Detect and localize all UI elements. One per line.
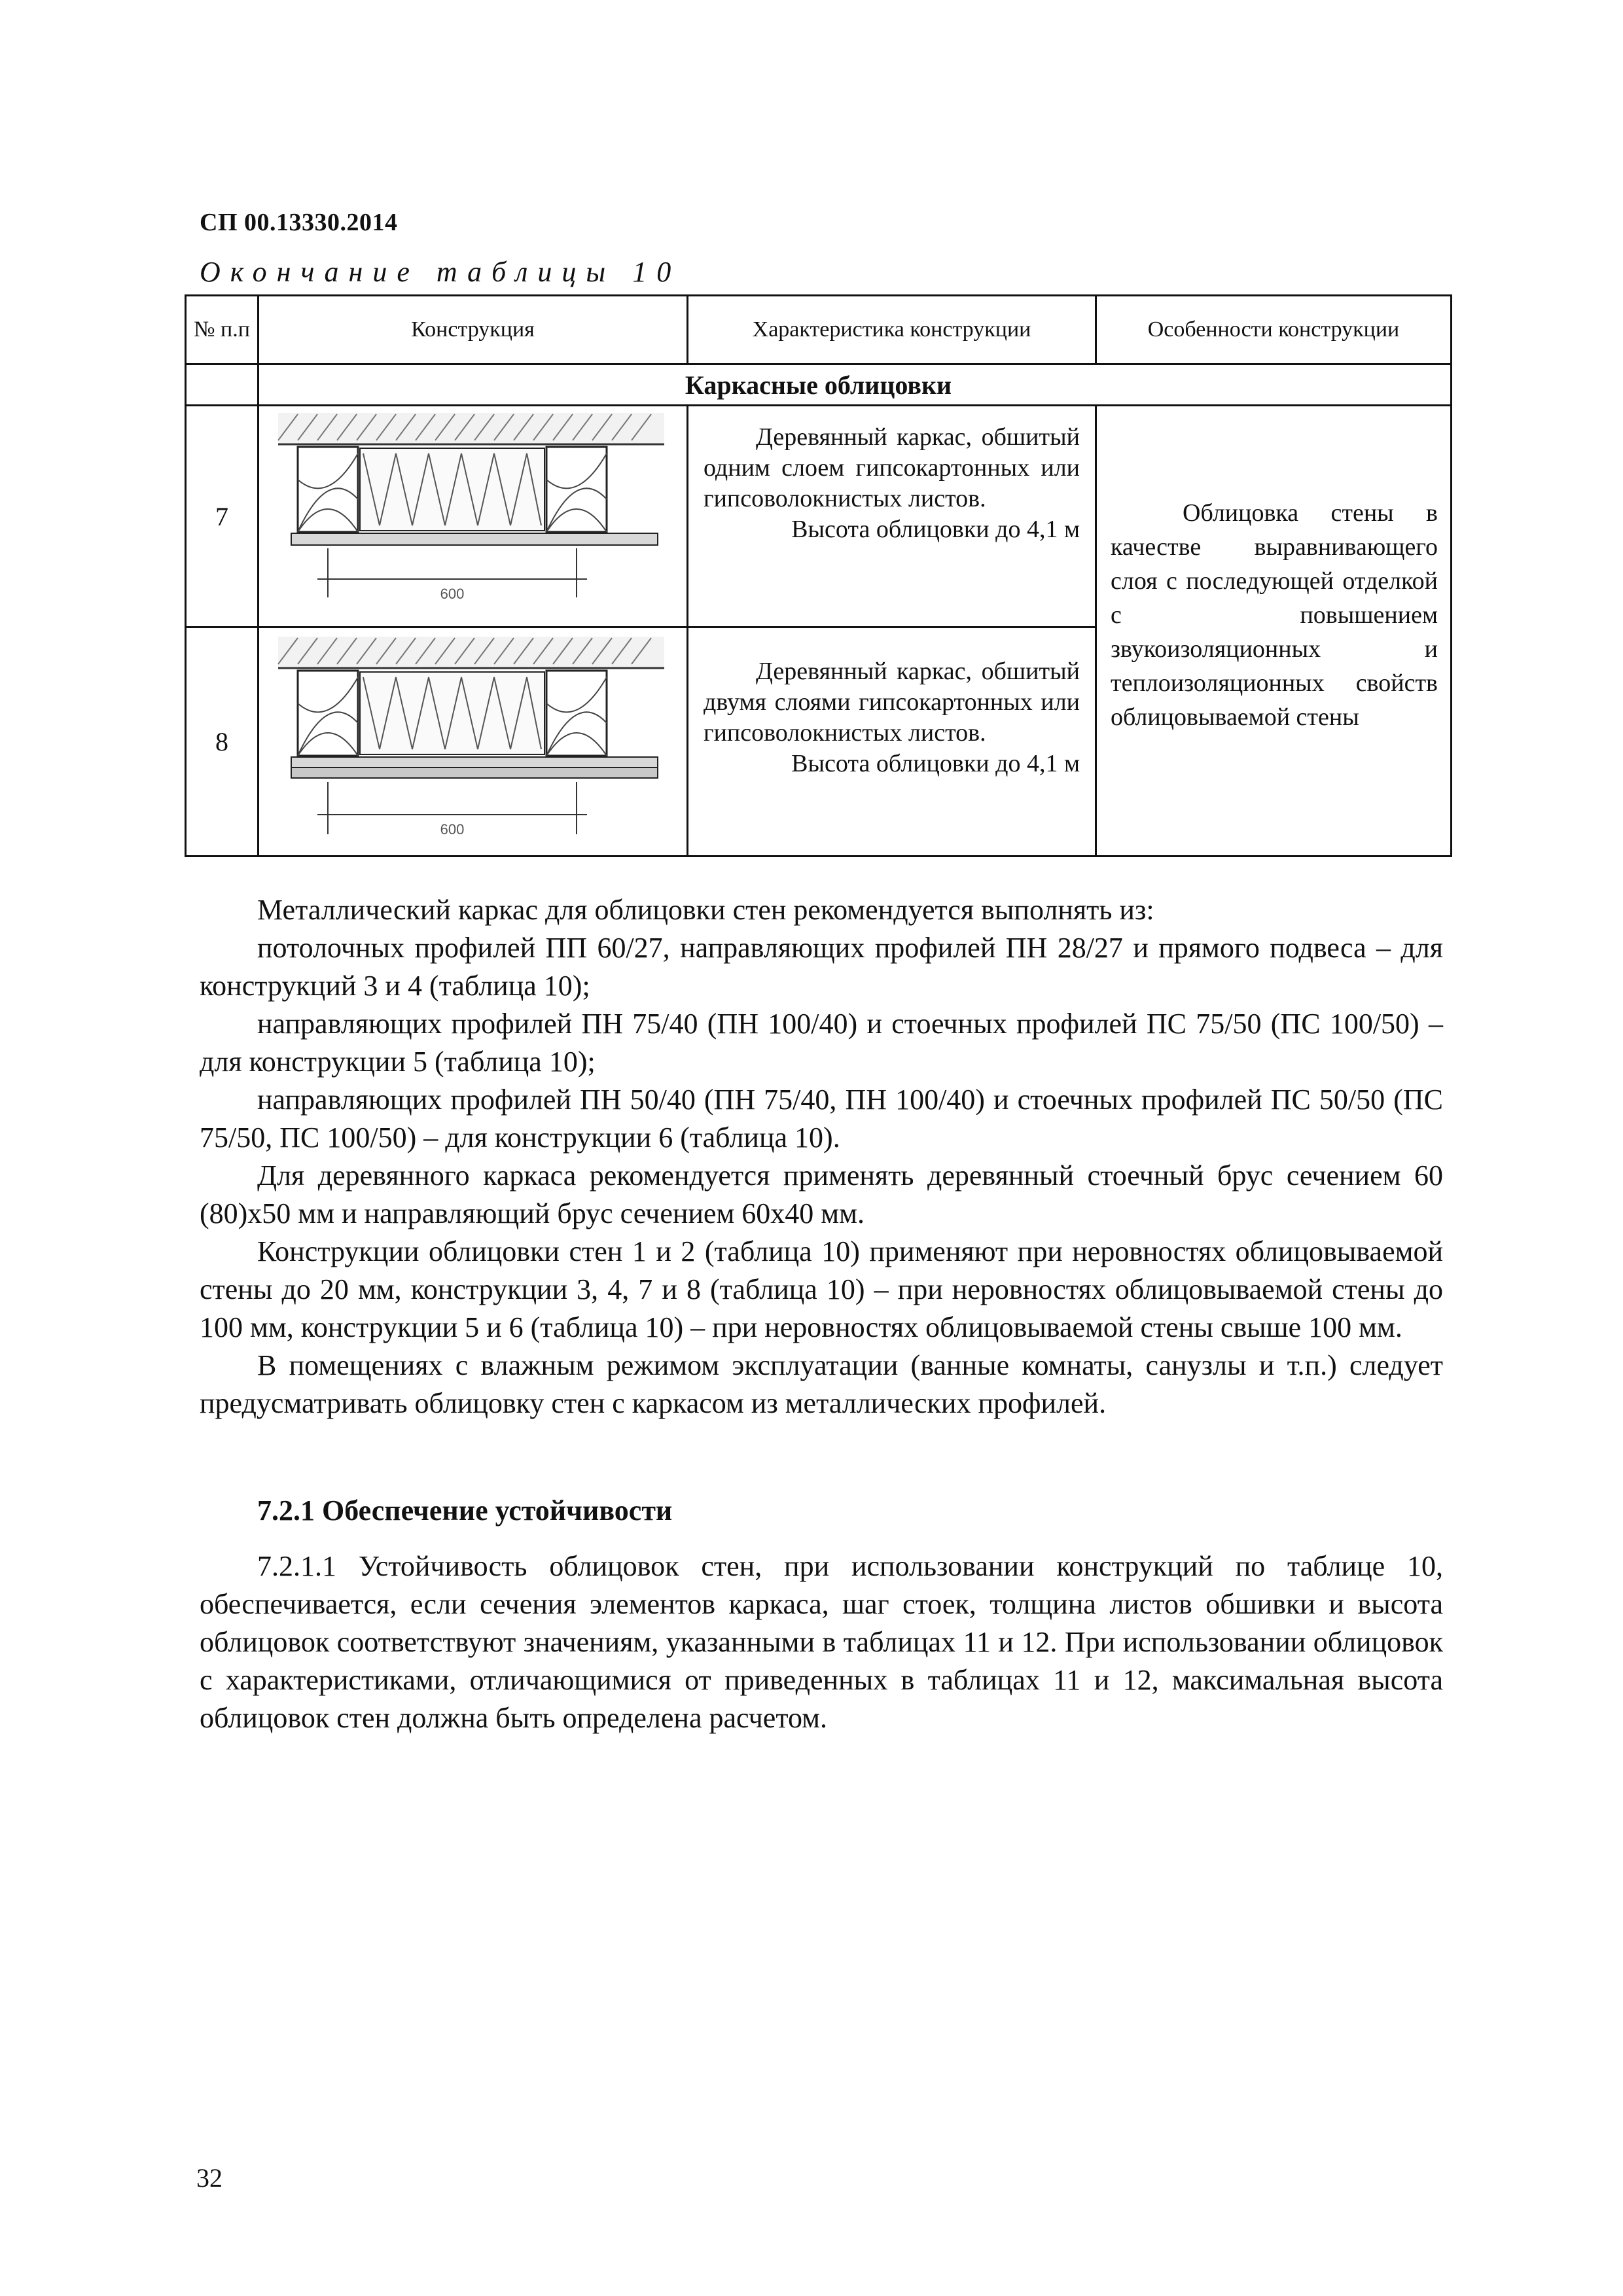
section-heading: 7.2.1 Обеспечение устойчивости	[257, 1494, 673, 1527]
page-number: 32	[196, 2163, 223, 2193]
table-grid-line	[1095, 404, 1097, 855]
column-header-features: Особенности конструкции	[1147, 317, 1400, 342]
features-cell	[1111, 496, 1438, 734]
table-grid-line	[187, 626, 1097, 628]
characteristic-text: Деревянный каркас, обшитый одним слоем гипсокартонных или гипсоволокнистых листов.	[704, 423, 1080, 512]
paragraph: Конструкции облицовки стен 1 и 2 (таблица 10) применяют при неровностях облицовываемой стены до 20 мм, конструкции 3, 4, 7 и 8 (таблица 10) – при неровностях облицовываемой стены до 100 мм, конструкции 5 и 6 (таблица 10) – при неровностях облицовываемой стены свыше 100 мм.	[200, 1235, 1443, 1343]
characteristic-cell	[704, 656, 1080, 779]
construction-table	[185, 294, 1452, 857]
characteristic-cell	[704, 422, 1080, 545]
paragraph: направляющих профилей ПН 50/40 (ПН 75/40, ПН 100/40) и стоечных профилей ПС 50/50 (ПС 75/50, ПС 100/50) – для конструкции 6 (таблица 10).	[200, 1084, 1443, 1154]
paragraph: направляющих профилей ПН 75/40 (ПН 100/40) и стоечных профилей ПС 75/50 (ПС 100/50) – для конструкции 5 (таблица 10);	[200, 1008, 1443, 1078]
table-grid-line	[187, 404, 1450, 406]
body-section-2	[200, 1547, 1443, 1737]
column-header-number: № п.п	[194, 317, 250, 342]
paragraph: потолочных профилей ПП 60/27, направляющих профилей ПН 28/27 и прямого подвеса – для конструкций 3 и 4 (таблица 10);	[200, 932, 1443, 1002]
row-number: 7	[215, 501, 228, 531]
column-header-characteristic: Характеристика конструкции	[752, 317, 1031, 342]
table-section-title: Каркасные облицовки	[685, 370, 952, 400]
column-header-construction: Конструкция	[411, 317, 535, 342]
characteristic-text: Деревянный каркас, обшитый двумя слоями гипсокартонных или гипсоволокнистых листов.	[704, 658, 1080, 747]
table-caption: Окончание таблицы 10	[200, 256, 681, 288]
paragraph: В помещениях с влажным режимом эксплуатации (ванные комнаты, санузлы и т.п.) следует предусматривать облицовку стен с каркасом из металлических профилей.	[200, 1349, 1443, 1419]
dimension-label: 600	[440, 586, 465, 602]
paragraph: Для деревянного каркаса рекомендуется применять деревянный стоечный брус сечением 60 (80)х50 мм и направляющий брус сечением 60х40 мм.	[200, 1159, 1443, 1229]
dimension-label: 600	[440, 821, 465, 838]
body-section	[200, 891, 1443, 1422]
table-grid-line	[687, 404, 688, 855]
wall-section-drawing-single-layer	[272, 408, 671, 624]
paragraph: Металлический каркас для облицовки стен рекомендуется выполнять из:	[257, 894, 1154, 926]
paragraph: 7.2.1.1 Устойчивость облицовок стен, при использовании конструкций по таблице 10, обеспечивается, если сечения элементов каркаса, шаг стоек, толщина листов обшивки и высота облицовок соответствуют значениям, указанными в таблицах 11 и 12. При использовании облицовок с характеристиками, отличающимися от приведенных в таблицах 11 и 12, максимальная высота облицовок стен должна быть определена расчетом.	[200, 1550, 1443, 1734]
row-number: 8	[215, 727, 228, 756]
document-code: СП 00.13330.2014	[200, 209, 398, 236]
wall-section-drawing-double-layer	[272, 631, 671, 854]
height-text: Высота облицовки до 4,1 м	[791, 516, 1080, 543]
height-text: Высота облицовки до 4,1 м	[791, 750, 1080, 777]
features-text: Облицовка стены в качестве выравнивающего слоя с последующей отделкой с повышением звукоизоляционных и теплоизоляционных свойств облицовываемой стены	[1111, 499, 1438, 731]
